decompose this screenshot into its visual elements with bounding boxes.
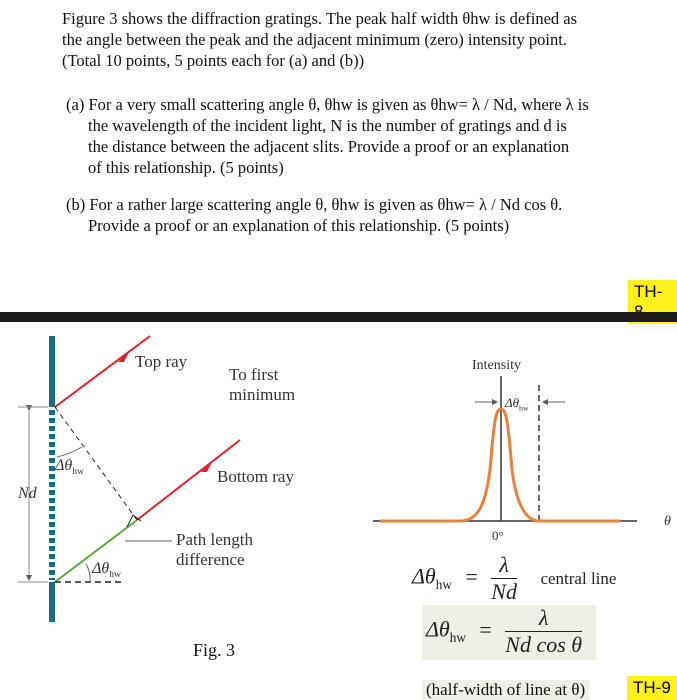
equals: = <box>479 616 492 642</box>
badge-th8: TH- <box>628 280 677 324</box>
equation-general <box>422 605 596 660</box>
intensity-label: Intensity <box>472 358 521 373</box>
text-line: (Total 10 points, 5 points each for (a) and (b)) <box>62 51 365 70</box>
sub: hw <box>449 629 466 645</box>
text-line: the wavelength of the incident light, N is the number of gratings and d is <box>88 116 567 135</box>
denominator: Nd <box>491 579 517 604</box>
text-line: difference <box>176 550 245 569</box>
dtheta-label-top <box>55 456 84 482</box>
sub: hw <box>72 466 84 478</box>
fraction <box>505 605 582 658</box>
text-line: To first <box>229 365 279 384</box>
equals: = <box>465 563 478 589</box>
dtheta: Δθ <box>505 395 520 410</box>
text-line: (b) For a rather large scattering angle θ, θhw is given as θhw= λ / Nd cos θ. <box>66 195 563 214</box>
dtheta: Δθ <box>55 457 73 474</box>
text-line: of this relationship. (5 points) <box>88 158 284 177</box>
text-line: the angle between the peak and the adjacent minimum (zero) intensity point. <box>62 30 567 49</box>
zero-label: 0° <box>492 528 504 543</box>
dtheta-plot-label <box>505 393 529 419</box>
dtheta-label-bottom <box>92 559 121 585</box>
intensity-curve <box>380 409 620 521</box>
lhs: Δθ <box>426 616 450 642</box>
badge-th9: TH-9 <box>627 676 677 700</box>
text-line: minimum <box>229 385 296 404</box>
sub: hw <box>519 403 529 413</box>
dtheta: Δθ <box>92 560 110 577</box>
numerator: λ <box>491 552 517 579</box>
denominator: Nd cos θ <box>505 632 583 657</box>
to-first-minimum-label <box>229 365 295 405</box>
fraction <box>491 552 517 605</box>
figure-caption: Fig. 3 <box>193 640 236 660</box>
nd-label: Nd <box>18 485 37 502</box>
path-length-label <box>176 530 253 570</box>
numerator: λ <box>505 605 582 632</box>
text-line: Provide a proof or an explanation of this relationship. (5 points) <box>88 216 510 235</box>
theta-axis-label: θ <box>664 514 671 529</box>
lhs: Δθ <box>412 563 436 589</box>
text-line: the distance between the adjacent slits. Provide a proof or an explanation <box>88 137 570 156</box>
central-line-note: central line <box>540 568 617 588</box>
text-line: (a) For a very small scattering angle θ, θhw is given as θhw= λ / Nd, where λ is <box>66 95 589 114</box>
sub: hw <box>435 576 452 592</box>
sub: hw <box>109 569 121 581</box>
top-ray-label: Top ray <box>135 352 188 371</box>
bottom-ray-label: Bottom ray <box>217 467 294 486</box>
text-line: Path length <box>176 530 253 549</box>
equation-central <box>412 552 616 605</box>
half-width-note: (half-width of line at θ) <box>422 680 589 700</box>
text-line: Figure 3 shows the diffraction gratings. The peak half width θhw is defined as <box>62 9 578 28</box>
